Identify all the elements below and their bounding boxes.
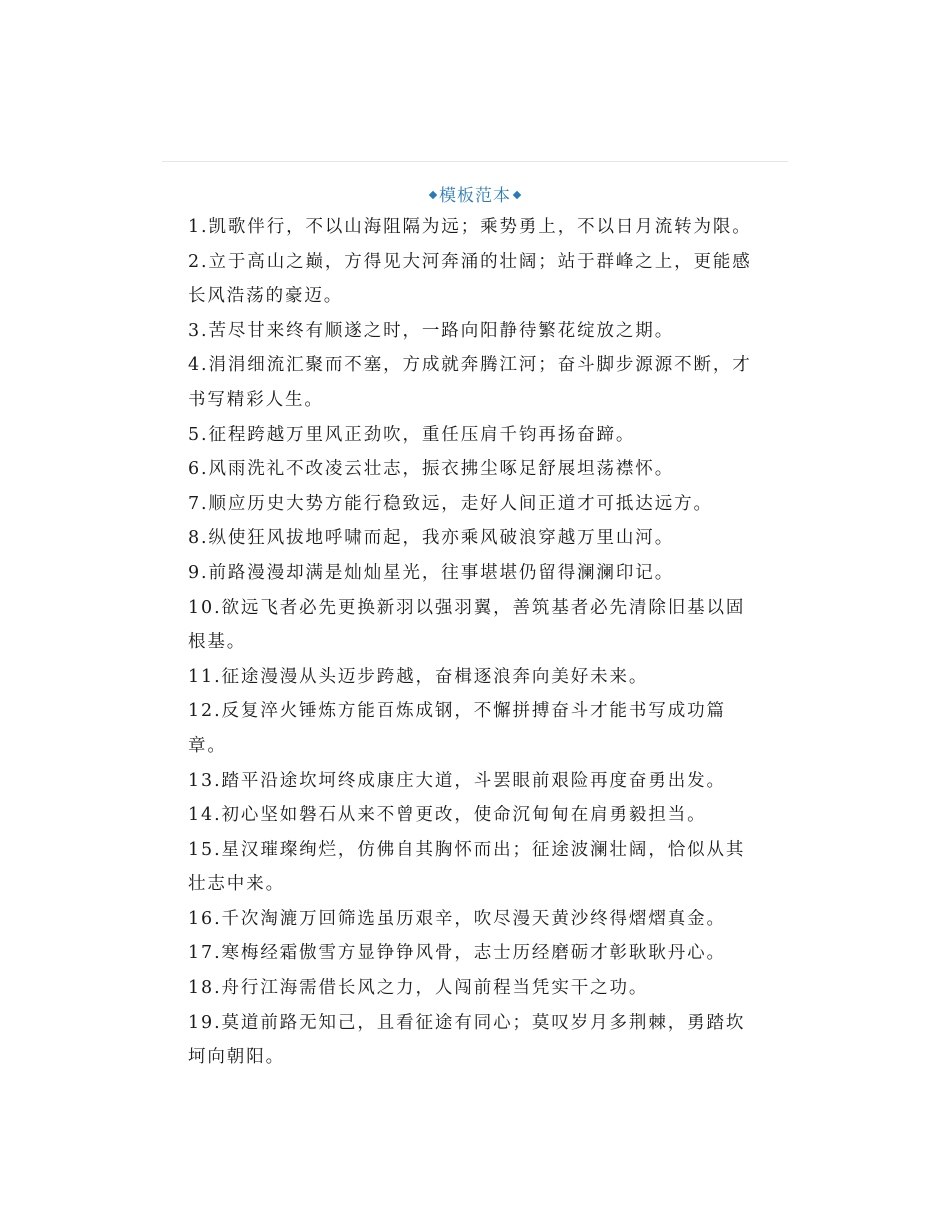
list-item: 8.纵使狂风拔地呼啸而起，我亦乘风破浪穿越万里山河。 <box>188 528 675 549</box>
diamond-left-icon <box>429 190 437 198</box>
list-item: 7.顺应历史大势方能行稳致远，走好人间正道才可抵达远方。 <box>188 493 713 514</box>
list-item: 9.前路漫漫却满是灿灿星光，往事堪堪仍留得澜澜印记。 <box>188 562 675 583</box>
list-item: 3.苦尽甘来终有顺遂之时，一路向阳静待繁花绽放之期。 <box>188 320 675 341</box>
list-item: 13.踏平沿途坎坷终成康庄大道，斗罢眼前艰险再度奋勇出发。 <box>188 770 726 791</box>
section-heading-text: 模板范本 <box>439 186 511 206</box>
list-item: 5.征程跨越万里风正劲吹，重任压肩千钧再扬奋蹄。 <box>188 424 636 445</box>
list-item: 15.星汉璀璨绚烂，仿佛自其胸怀而出；征途波澜壮阔，恰似从其壮志中来。 <box>188 839 746 895</box>
list-item: 1.凯歌伴行，不以山海阻隔为远；乘势勇上，不以日月流转为限。 <box>188 217 752 237</box>
document-body <box>188 210 762 1075</box>
section-heading <box>162 184 788 208</box>
list-item: 10.欲远飞者必先更换新羽以强羽翼，善筑基者必先清除旧基以固根基。 <box>188 597 746 653</box>
list-item: 6.风雨洗礼不改凌云壮志，振衣拂尘啄足舒展坦荡襟怀。 <box>188 459 675 480</box>
list-item: 18.舟行江海需借长风之力，人闯前程当凭实干之功。 <box>188 978 649 999</box>
list-item: 11.征途漫漫从头迈步跨越，奋楫逐浪奔向美好未来。 <box>188 666 649 687</box>
list-item: 17.寒梅经霜傲雪方显铮铮风骨，志士历经磨砺才彰耿耿丹心。 <box>188 943 726 964</box>
list-item: 19.莫道前路无知己，且看征途有同心；莫叹岁月多荆棘，勇踏坎坷向朝阳。 <box>188 1012 746 1068</box>
list-item: 14.初心坚如磐石从来不曾更改，使命沉甸甸在肩勇毅担当。 <box>188 805 707 826</box>
list-item: 4.涓涓细流汇聚而不塞，方成就奔腾江河；奋斗脚步源源不断，才书写精彩人生。 <box>188 355 752 410</box>
list-item: 12.反复淬火锤炼方能百炼成钢，不懈拼搏奋斗才能书写成功篇章。 <box>188 701 726 756</box>
list-item: 16.千次淘漉万回筛选虽历艰辛，吹尽漫天黄沙终得熠熠真金。 <box>188 908 726 929</box>
diamond-right-icon <box>513 190 521 198</box>
list-item: 2.立于高山之巅，方得见大河奔涌的壮阔；站于群峰之上，更能感长风浩荡的豪迈。 <box>188 251 752 307</box>
header-divider <box>162 161 788 162</box>
